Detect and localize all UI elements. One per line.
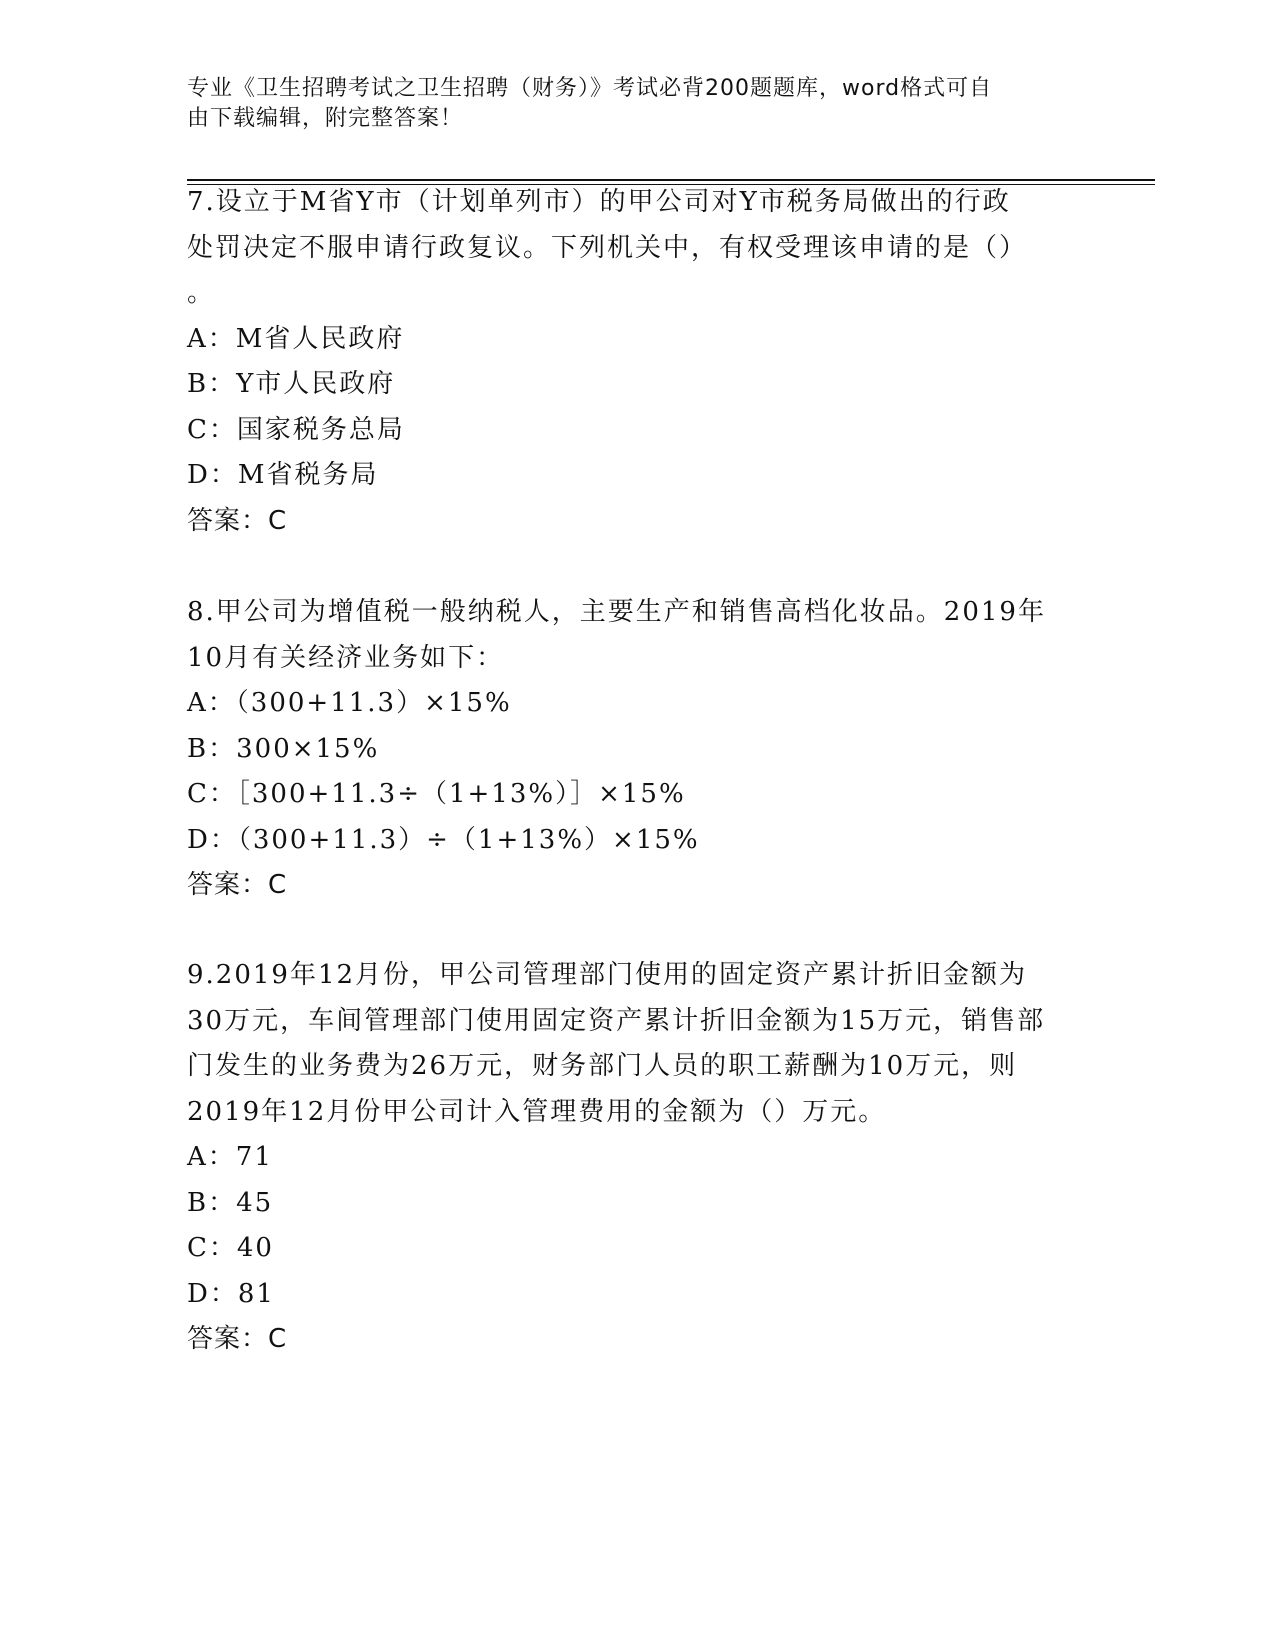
- question-text-line: 7.设立于M省Y市（计划单列市）的甲公司对Y市税务局做出的行政: [187, 187, 1011, 217]
- option-c: C：40: [187, 1233, 274, 1263]
- option-c: C：［300+11.3÷（1+13%）］×15%: [187, 779, 686, 809]
- question-block-8: [187, 590, 1087, 909]
- question-text-line: 10月有关经济业务如下：: [187, 642, 505, 673]
- answer-label: 答案：C: [187, 870, 288, 900]
- option-b: B：300×15%: [187, 733, 380, 764]
- option-a: A：（300+11.3）×15%: [187, 688, 512, 718]
- question-text-line: 处罚决定不服申请行政复议。下列机关中，有权受理该申请的是（）: [187, 232, 1028, 263]
- question-text-line: 。: [187, 278, 216, 308]
- question-text-line: 门发生的业务费为26万元，财务部门人员的职工薪酬为10万元，则: [187, 1051, 1018, 1081]
- question-block-9: [187, 953, 1087, 1363]
- header-line-2: 由下载编辑，附完整答案！: [187, 106, 464, 131]
- answer-label: 答案：C: [187, 505, 288, 536]
- document-header: [187, 74, 1067, 134]
- question-block-7: [187, 180, 1087, 544]
- option-a: A：M省人民政府: [187, 323, 405, 354]
- question-text-line: 8.甲公司为增值税一般纳税人，主要生产和销售高档化妆品。2019年: [187, 597, 1046, 627]
- question-text-line: 9.2019年12月份，甲公司管理部门使用的固定资产累计折旧金额为: [187, 960, 1028, 990]
- option-d: D：81: [187, 1278, 275, 1309]
- answer-label: 答案：C: [187, 1324, 288, 1354]
- question-text-line: 2019年12月份甲公司计入管理费用的金额为（）万元。: [187, 1096, 887, 1127]
- option-b: B：45: [187, 1187, 274, 1218]
- question-text-line: 30万元，车间管理部门使用固定资产累计折旧金额为15万元，销售部: [187, 1005, 1046, 1036]
- option-b: B：Y市人民政府: [187, 369, 396, 399]
- option-c: C：国家税务总局: [187, 414, 405, 445]
- option-d: D：（300+11.3）÷（1+13%）×15%: [187, 824, 700, 855]
- header-line-1: 专业《卫生招聘考试之卫生招聘（财务）》考试必背200题题库，word格式可自: [187, 76, 993, 101]
- option-a: A：71: [187, 1142, 273, 1172]
- option-d: D：M省税务局: [187, 460, 379, 490]
